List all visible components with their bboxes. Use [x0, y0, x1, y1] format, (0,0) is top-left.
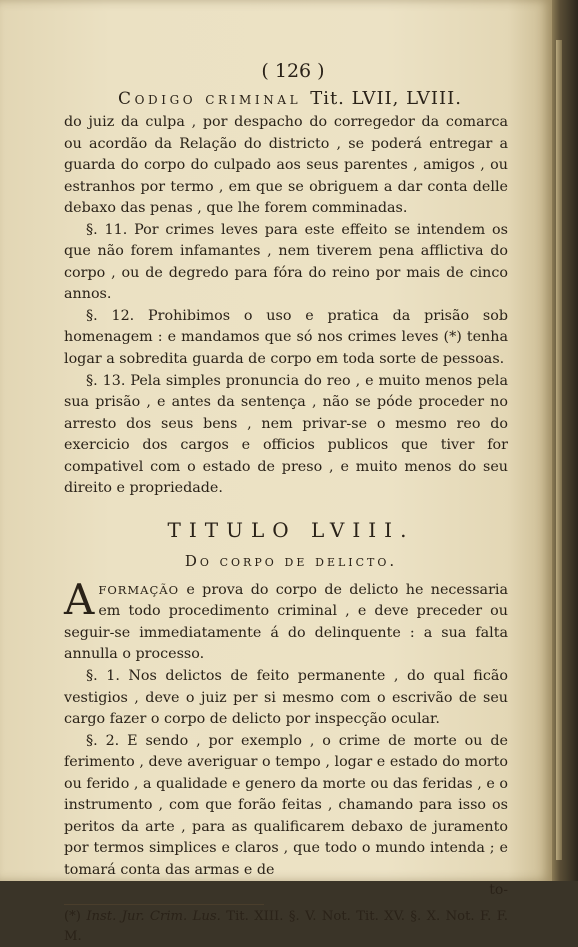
footnote-rule	[64, 904, 264, 905]
section-13	[64, 371, 508, 500]
catchword: to-	[489, 881, 508, 898]
section-text: Nos delictos de feito permanente , do qual ficão vestigios , deve o juiz per si mesmo com o escrivão de seu cargo fazer o corpo de delicto por inspecção ocular.	[64, 668, 508, 728]
section-label: §. 13.	[86, 372, 126, 389]
running-head	[72, 87, 508, 111]
chapter-subtitle: Do corpo de delicto.	[184, 551, 398, 570]
section-text: Por crimes leves para este effeito se intendem os que não forem infamantes , nem tiverem pena afflictiva do corpo , ou de degredo para fóra do reino por mais de cinco annos.	[64, 221, 508, 303]
opening-paragraph	[64, 574, 508, 666]
opening-text: e prova do corpo de delicto he necessaria em todo procedimento criminal , e deve preceder ou seguir-se immediatamente á do delinquente : a sua falta annulla o processo.	[64, 581, 508, 663]
section-text: E sendo , por exemplo , o crime de morte ou de ferimento , deve averiguar o tempo , logar e estado do morto ou ferido , a qualidade e genero da morte ou das feridas , e o instrumento , com que forão feitas , chamando para isso os peritos da arte , para as qualificarem debaxo de juramento por termos simplices e claros , que todo o mundo intenda ; e tomará conta das armas e de	[64, 732, 508, 878]
continued-paragraph: do juiz da culpa , por despacho do corregedor da comarca ou acordão da Relação do districto , se poderá entregar a guarda do corpo do culpado aos seus parentes , amigos , ou estranhos por termo , em que se obriguem a dar conta delle debaxo das penas , que lhe forem comminadas.	[64, 114, 508, 217]
section-2	[64, 731, 508, 882]
section-label: §. 11.	[86, 221, 128, 238]
page-number: ( 126 )	[261, 60, 325, 82]
footnote-citation: Inst. Jur. Crim. Lus.	[86, 908, 221, 924]
section-label: §. 12.	[86, 307, 135, 324]
section-label: §. 1.	[86, 668, 120, 685]
section-label: §. 2.	[86, 732, 120, 749]
section-11	[64, 220, 508, 306]
section-12	[64, 306, 508, 371]
chapter-title: TITULO LVIII.	[167, 517, 415, 542]
footnote-marker: (*)	[64, 908, 81, 924]
next-page-edge	[556, 40, 562, 860]
section-text: Prohibimos o uso e pratica da prisão sob homenagem : e mandamos que só nos crimes leves (*) tenha logar a sobredita guarda de corpo em toda sorte de pessoas.	[64, 307, 509, 368]
opening-smallcaps: FORMAÇÃO	[98, 582, 180, 597]
section-1	[64, 666, 508, 731]
body-text	[64, 112, 508, 898]
footnote-text: Tit. XIII. §. V. Not. Tit. XV. §. X. Not. F. F. M.	[64, 908, 508, 944]
running-head-prefix: Codigo criminal	[118, 89, 302, 109]
footnote	[64, 907, 508, 947]
page-text-block	[64, 58, 508, 947]
section-text: Pela simples pronuncia do reo , e muito menos pela sua prisão , e antes da sentença , não se póde proceder no arresto dos seus bens , nem privar-se o mesmo reo do exercicio dos cargos e officios publicos que tiver for compativel com o estado de preso , e muito menos do seu direito e propriedade.	[64, 372, 508, 497]
running-head-title: Tit. LVII, LVIII.	[310, 88, 462, 109]
drop-cap: A	[64, 574, 95, 624]
